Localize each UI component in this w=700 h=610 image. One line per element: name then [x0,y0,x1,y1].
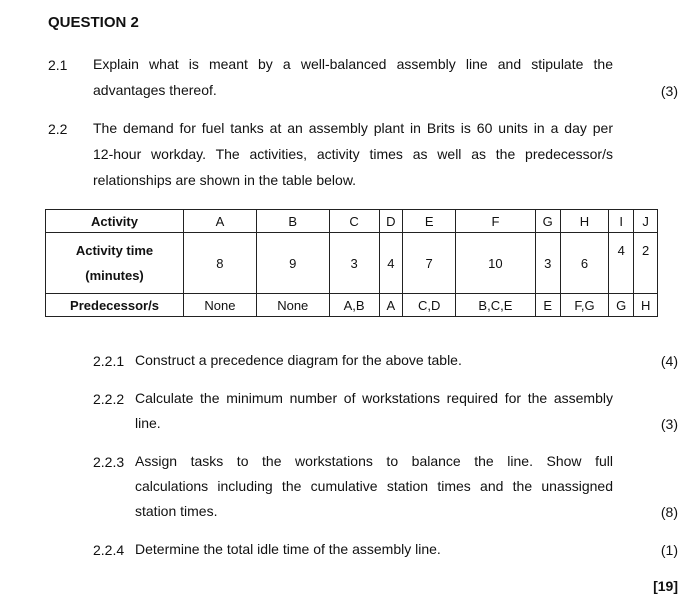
q22-number: 2.2 [48,121,68,137]
time-cell: 2 [634,233,658,294]
question-title: QUESTION 2 [48,14,139,31]
q223-marks: (8) [660,504,678,520]
q222-line2: line. [135,415,161,431]
predecessor-cell: C,D [403,294,456,317]
q223-number: 2.2.3 [93,454,125,470]
time-label-line1: Activity time [75,243,154,258]
time-cell: 7 [403,233,456,294]
q221-text [135,348,613,373]
q22-line3: relationships are shown in the table below. [93,172,357,188]
predecessor-cell: F,G [560,294,608,317]
q221-marks: (4) [660,353,678,369]
time-cell: 3 [329,233,379,294]
activity-cell: D [379,210,403,233]
q223-text [135,449,613,524]
q21-line1: Explain what is meant by a well-balanced assembly line and stipulate the [93,56,613,72]
q222-number: 2.2.2 [93,391,125,407]
time-cell: 4 [609,233,634,294]
q224-line1: Determine the total idle time of the assembly line. [135,541,441,557]
activity-cell: G [535,210,560,233]
q21-number: 2.1 [48,57,68,73]
q224-text [135,537,613,562]
time-cell: 10 [456,233,535,294]
predecessor-cell: E [535,294,560,317]
activity-table [45,209,658,317]
time-label-line2: (minutes) [85,268,144,283]
time-cell: 6 [560,233,608,294]
activity-cell: H [560,210,608,233]
predecessor-cell: None [184,294,257,317]
q224-marks: (1) [660,542,678,558]
q223-line2: calculations including the cumulative station times and the unassigned [135,478,613,494]
q223-line1: Assign tasks to the workstations to balance the line. Show full [135,453,613,469]
q222-marks: (3) [660,416,678,432]
activity-cell: I [609,210,634,233]
q222-line1: Calculate the minimum number of workstations required for the assembly [135,390,613,406]
time-cell: 4 [379,233,403,294]
total-marks: [19] [653,578,678,594]
q224-number: 2.2.4 [93,542,125,558]
predecessor-cell: H [634,294,658,317]
predecessor-cell: A,B [329,294,379,317]
predecessor-cell: G [609,294,634,317]
q22-text [93,115,613,193]
time-cell: 8 [184,233,257,294]
q21-text [93,51,613,103]
time-label [46,233,184,294]
q222-text [135,386,613,436]
predecessor-cell: None [256,294,329,317]
q22-line2: 12-hour workday. The activities, activity times as well as the predecessor/s [93,146,613,162]
q221-line1: Construct a precedence diagram for the above table. [135,352,462,368]
activity-row [46,210,658,233]
q22-line1: The demand for fuel tanks at an assembly plant in Brits is 60 units in a day per [93,120,613,136]
q21-marks: (3) [660,83,678,99]
activity-cell: B [256,210,329,233]
time-cell: 3 [535,233,560,294]
activity-cell: J [634,210,658,233]
predecessor-row [46,294,658,317]
q21-line2: advantages thereof. [93,82,217,98]
predecessor-cell: B,C,E [456,294,535,317]
time-cell: 9 [256,233,329,294]
q223-line3: station times. [135,503,218,519]
predecessor-label: Predecessor/s [46,294,184,317]
activity-cell: E [403,210,456,233]
activity-cell: F [456,210,535,233]
predecessor-cell: A [379,294,403,317]
time-row [46,233,658,294]
q221-number: 2.2.1 [93,353,125,369]
activity-cell: C [329,210,379,233]
activity-cell: A [184,210,257,233]
activity-label: Activity [46,210,184,233]
